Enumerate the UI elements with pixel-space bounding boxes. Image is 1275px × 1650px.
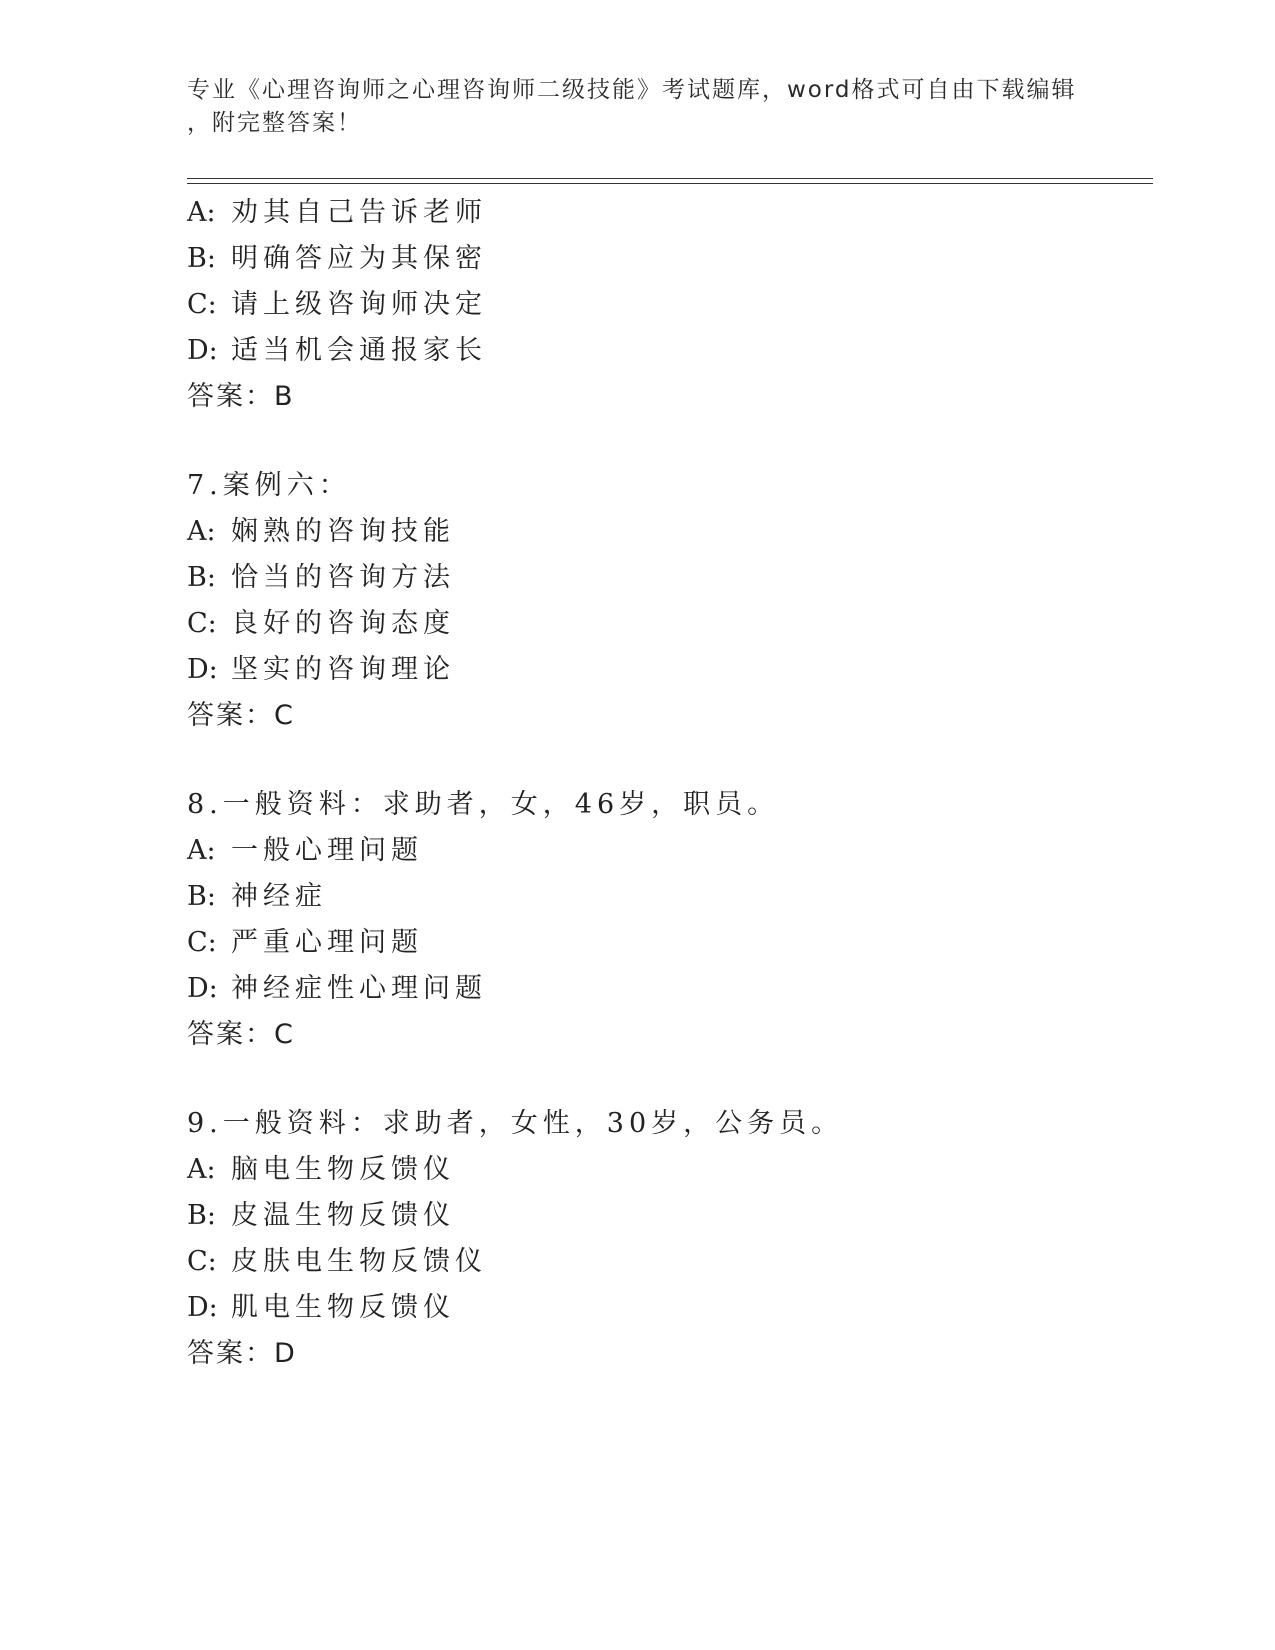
option-letter: A:	[187, 516, 216, 547]
option-a	[187, 190, 1147, 236]
header-line-1: 专业《心理咨询师之心理咨询师二级技能》考试题库，word格式可自由下载编辑	[187, 77, 1077, 103]
option-text: 神经症	[231, 881, 327, 912]
block-spacer	[187, 1058, 1147, 1101]
option-letter: B:	[187, 1200, 216, 1231]
option-letter: C:	[187, 927, 217, 958]
question-title: 7.案例六：	[187, 470, 351, 501]
option-letter: D:	[187, 335, 218, 366]
option-d	[187, 1285, 1147, 1331]
question-block	[187, 1101, 1147, 1377]
option-b	[187, 555, 1147, 601]
option-text: 适当机会通报家长	[231, 335, 487, 366]
option-text: 劝其自己告诉老师	[231, 197, 487, 228]
option-c	[187, 1239, 1147, 1285]
option-letter: D:	[187, 1292, 218, 1323]
option-text: 恰当的咨询方法	[231, 562, 455, 593]
document-header	[187, 74, 1087, 140]
question-title: 8.一般资料：求助者，女，46岁，职员。	[187, 789, 780, 820]
option-d	[187, 328, 1147, 374]
option-d	[187, 966, 1147, 1012]
option-letter: D:	[187, 654, 218, 685]
answer-line: 答案：B	[187, 381, 295, 412]
option-letter: A:	[187, 197, 216, 228]
header-divider-top	[187, 178, 1153, 179]
question-list	[187, 190, 1147, 1377]
option-letter: C:	[187, 289, 217, 320]
block-spacer	[187, 420, 1147, 463]
question-title: 9.一般资料：求助者，女性，30岁，公务员。	[187, 1108, 844, 1139]
option-text: 明确答应为其保密	[231, 243, 487, 274]
option-text: 神经症性心理问题	[231, 973, 487, 1004]
answer-line: 答案：D	[187, 1338, 297, 1369]
option-letter: A:	[187, 835, 216, 866]
option-letter: A:	[187, 1154, 216, 1185]
option-text: 良好的咨询态度	[231, 608, 455, 639]
block-spacer	[187, 739, 1147, 782]
option-letter: C:	[187, 608, 217, 639]
option-text: 皮温生物反馈仪	[231, 1200, 455, 1231]
option-c	[187, 920, 1147, 966]
option-c	[187, 601, 1147, 647]
option-letter: D:	[187, 973, 218, 1004]
option-text: 坚实的咨询理论	[231, 654, 455, 685]
option-text: 严重心理问题	[231, 927, 423, 958]
question-block	[187, 463, 1147, 739]
option-text: 请上级咨询师决定	[231, 289, 487, 320]
option-text: 皮肤电生物反馈仪	[231, 1246, 487, 1277]
option-text: 肌电生物反馈仪	[231, 1292, 455, 1323]
option-text: 脑电生物反馈仪	[231, 1154, 455, 1185]
header-divider-bottom	[187, 183, 1153, 184]
header-line-2: ，附完整答案！	[187, 110, 362, 136]
option-a	[187, 509, 1147, 555]
option-a	[187, 1147, 1147, 1193]
answer-line: 答案：C	[187, 700, 295, 731]
option-b	[187, 236, 1147, 282]
option-b	[187, 874, 1147, 920]
option-letter: C:	[187, 1246, 217, 1277]
option-letter: B:	[187, 881, 216, 912]
option-a	[187, 828, 1147, 874]
option-d	[187, 647, 1147, 693]
question-block	[187, 782, 1147, 1058]
option-text: 娴熟的咨询技能	[231, 516, 455, 547]
option-letter: B:	[187, 562, 216, 593]
option-b	[187, 1193, 1147, 1239]
question-block	[187, 190, 1147, 420]
option-text: 一般心理问题	[231, 835, 423, 866]
option-c	[187, 282, 1147, 328]
answer-line: 答案：C	[187, 1019, 295, 1050]
option-letter: B:	[187, 243, 216, 274]
